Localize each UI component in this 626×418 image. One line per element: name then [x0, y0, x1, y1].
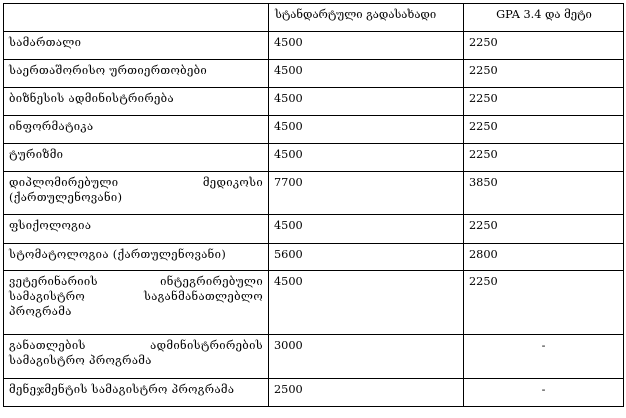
program-name: ფსიქოლოგია	[4, 215, 269, 244]
standard-fee: 4500	[269, 215, 464, 244]
header-gpa-fee: GPA 3.4 და მეტი	[464, 4, 624, 32]
table-row	[4, 88, 624, 116]
gpa-fee: 2800	[464, 244, 624, 271]
header-standard-fee: სტანდარტული გადასახადი	[269, 4, 464, 32]
program-name: საერთაშორისო ურთიერთობები	[4, 60, 269, 88]
program-name: დიპლომირებული მედიკოსი (ქართულენოვანი)	[4, 172, 269, 215]
table-row	[4, 172, 624, 215]
program-name: ბიზნესის ადმინისტრირება	[4, 88, 269, 116]
table-row	[4, 32, 624, 60]
header-program	[4, 4, 269, 32]
table-row	[4, 271, 624, 335]
gpa-fee: 3850	[464, 172, 624, 215]
standard-fee: 4500	[269, 60, 464, 88]
table-row	[4, 60, 624, 88]
gpa-fee: 2250	[464, 144, 624, 172]
tuition-fee-table	[3, 3, 624, 407]
gpa-fee: -	[464, 379, 624, 407]
table-header-row	[4, 4, 624, 32]
standard-fee: 3000	[269, 335, 464, 379]
program-name: ინფორმატიკა	[4, 116, 269, 144]
standard-fee: 5600	[269, 244, 464, 271]
program-name: მენეჯმენტის სამაგისტრო პროგრამა	[4, 379, 269, 407]
table-row	[4, 244, 624, 271]
standard-fee: 4500	[269, 88, 464, 116]
gpa-fee: 2250	[464, 88, 624, 116]
gpa-fee: 2250	[464, 215, 624, 244]
standard-fee: 7700	[269, 172, 464, 215]
table-row	[4, 116, 624, 144]
gpa-fee: 2250	[464, 60, 624, 88]
program-name: განათლების ადმინისტრირების სამაგისტრო პროგრამა	[4, 335, 269, 379]
standard-fee: 4500	[269, 32, 464, 60]
table-row	[4, 379, 624, 407]
table-row	[4, 335, 624, 379]
gpa-fee: 2250	[464, 271, 624, 335]
gpa-fee: 2250	[464, 32, 624, 60]
program-name: ტურიზმი	[4, 144, 269, 172]
table-row	[4, 215, 624, 244]
standard-fee: 2500	[269, 379, 464, 407]
program-name: სტომატოლოგია (ქართულენოვანი)	[4, 244, 269, 271]
table-row	[4, 144, 624, 172]
standard-fee: 4500	[269, 271, 464, 335]
gpa-fee: 2250	[464, 116, 624, 144]
gpa-fee: -	[464, 335, 624, 379]
standard-fee: 4500	[269, 116, 464, 144]
program-name: ვეტერინარიის ინტეგრირებული სამაგისტრო საგანმანათლებლო პროგრამა	[4, 271, 269, 335]
program-name: სამართალი	[4, 32, 269, 60]
standard-fee: 4500	[269, 144, 464, 172]
